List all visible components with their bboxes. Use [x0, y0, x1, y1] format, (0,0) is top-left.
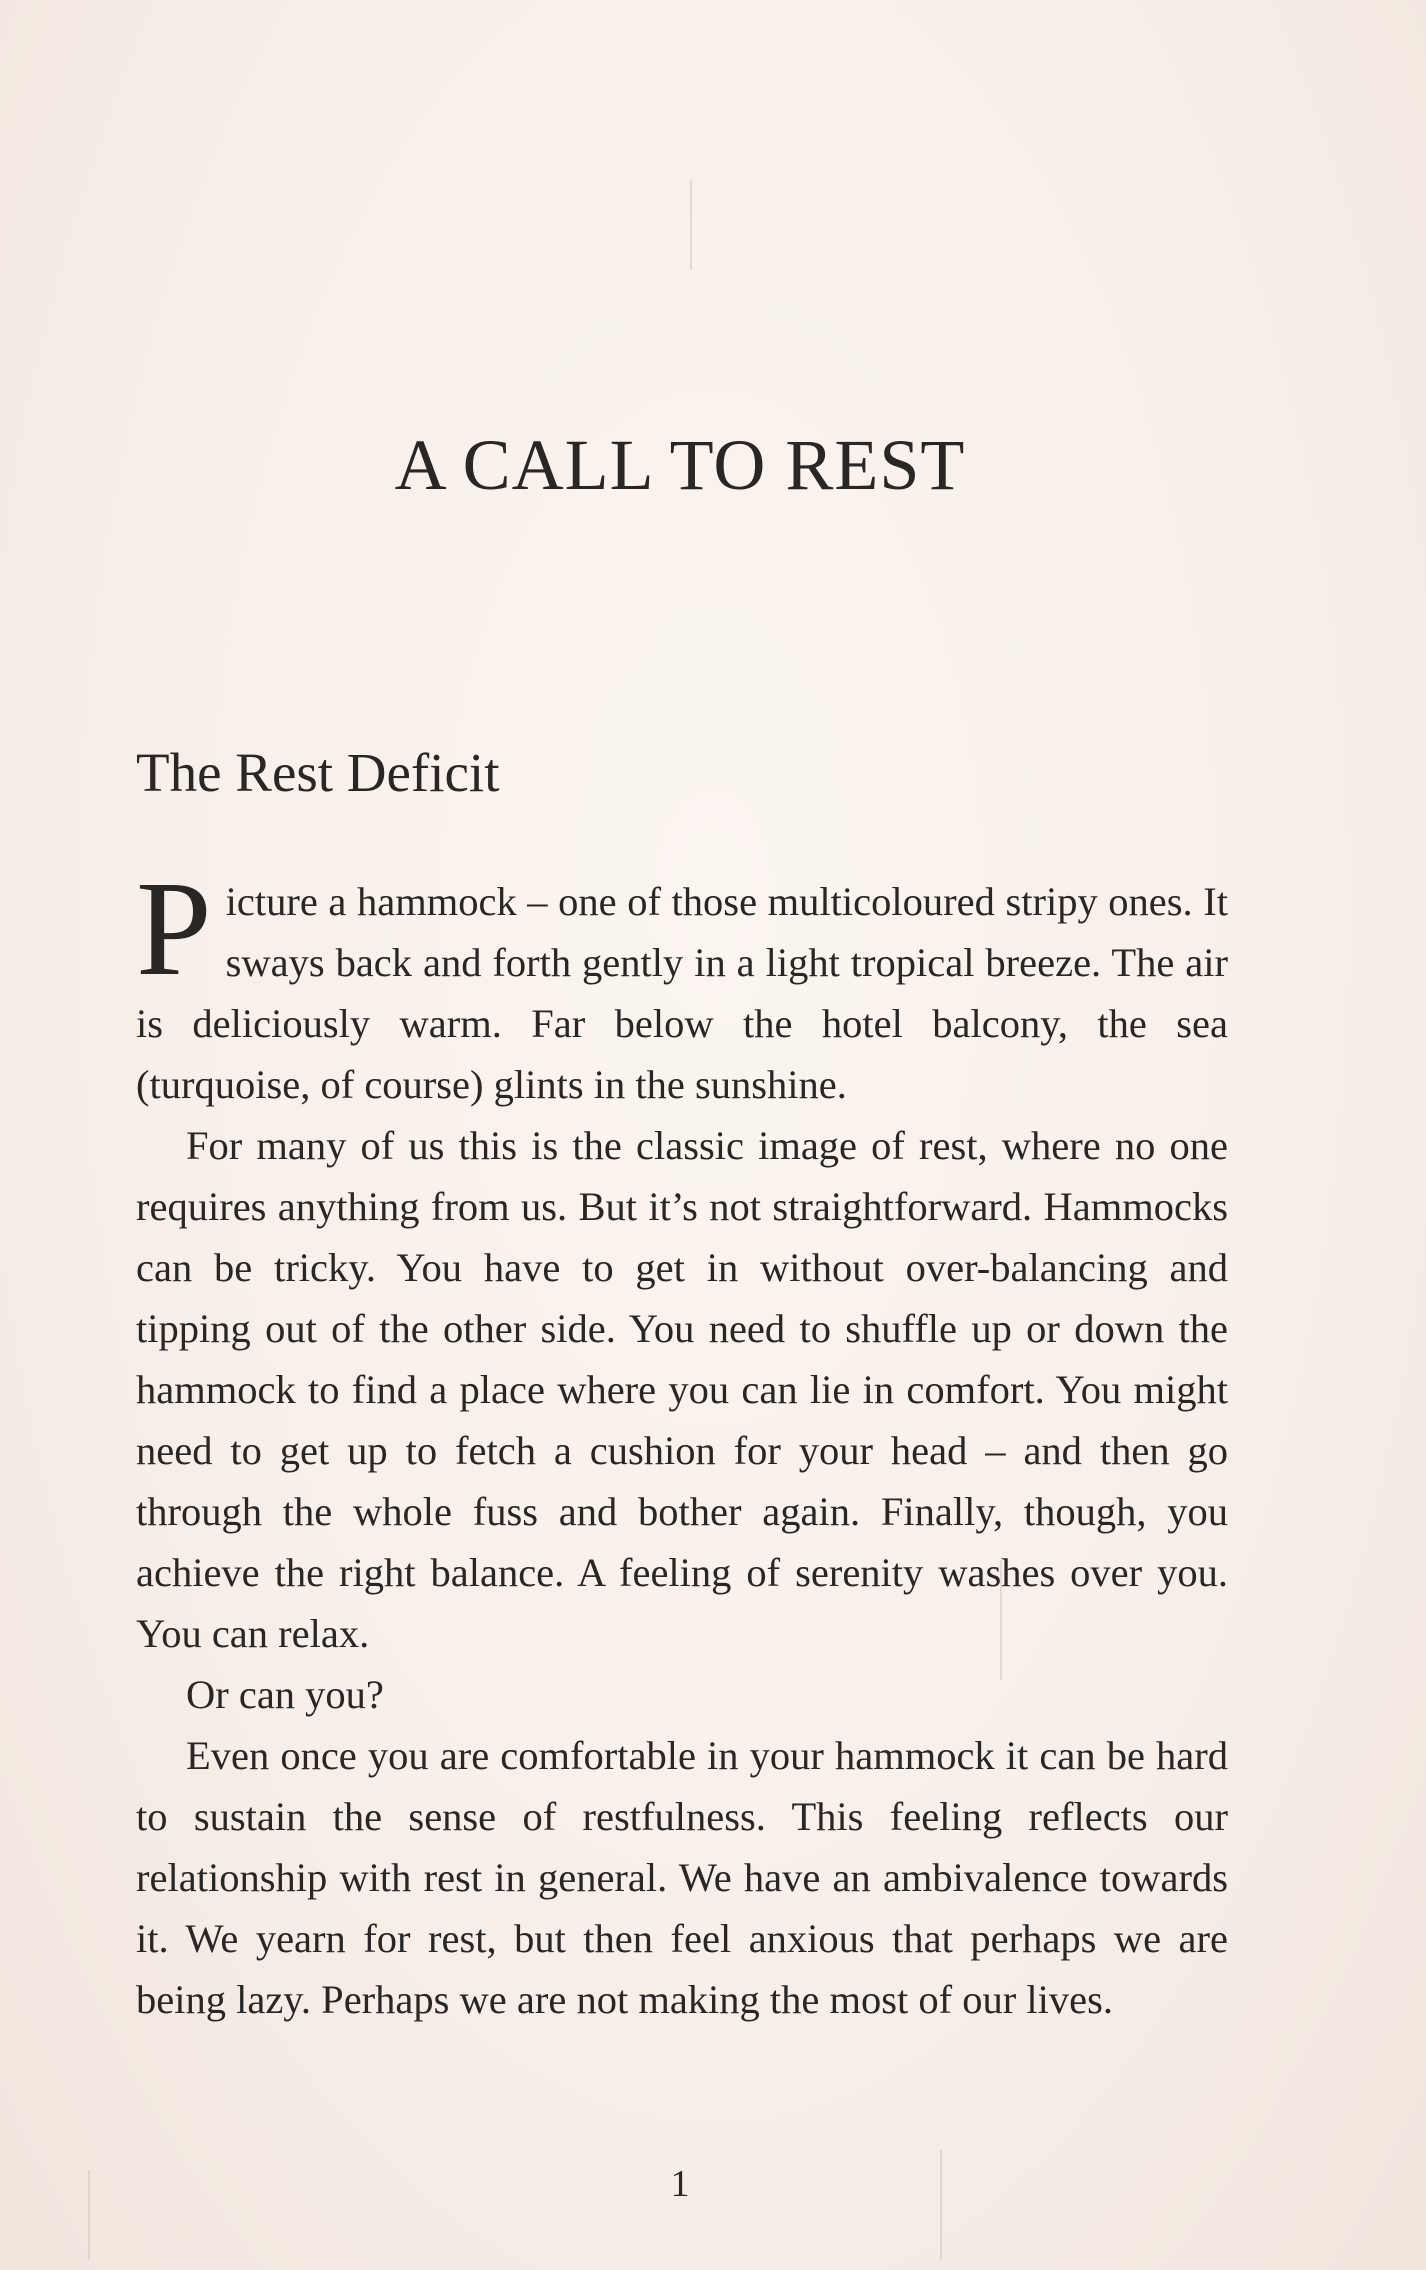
paragraph-4: Even once you are comfortable in your hammock it can be hard to sustain the sense of restfulness. This feeling reflects our relationship with rest in general. We have an ambivalence towards it. We yearn for rest, but then feel anxious that perhaps we are being lazy. Perhaps we are not making the most of our lives.: [136, 1733, 1228, 2022]
chapter-title: A CALL TO REST: [394, 425, 966, 505]
paragraph-3: Or can you?: [186, 1672, 384, 1717]
paper-mark: [690, 180, 692, 270]
paragraph-2: For many of us this is the classic image of rest, where no one requires anything from us. But it’s not straightforward. Hammocks can be tricky. You have to get in without over-balancing and tipping out of the other side. You need to shuffle up or down the hammock to find a place where you can lie in comfort. You might need to get up to fetch a cushion for your head – and then go through the whole fuss and bother again. Finally, though, you achieve the right balance. A feeling of serenity washes over you. You can relax.: [136, 1123, 1228, 1656]
paragraph-1: [136, 854, 1228, 1115]
drop-cap: P: [136, 854, 212, 1004]
body-text: [136, 854, 1228, 2030]
paragraph-1-text: icture a hammock – one of those multicoloured stripy ones. It sways back and forth gently in a light tropical breeze. The air is deliciously warm. Far below the hotel balcony, the sea (turquoise, of course) glints in the sunshine.: [136, 879, 1228, 1107]
section-title: The Rest Deficit: [136, 742, 500, 803]
page-number: 1: [670, 2163, 690, 2205]
